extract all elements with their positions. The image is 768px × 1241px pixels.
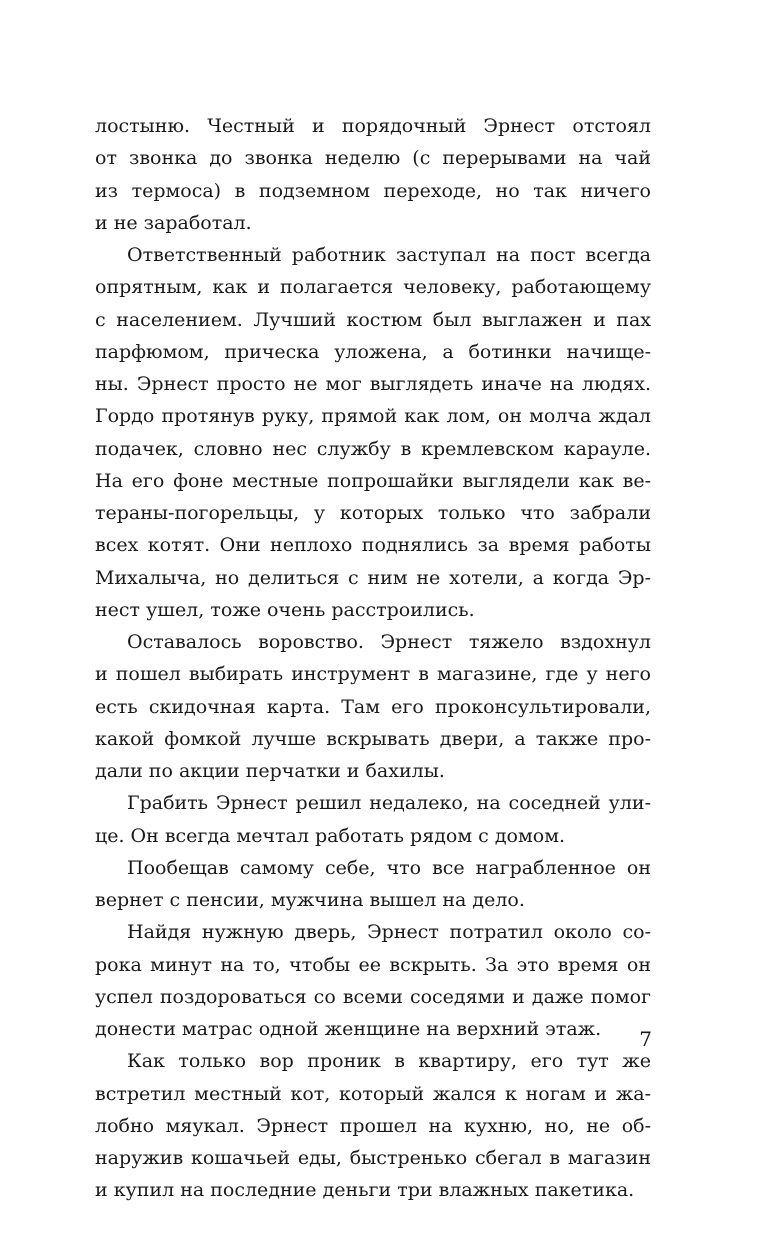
text-line: парфюмом, прическа уложена, а ботинки начище-: [95, 340, 651, 363]
text-line: рока минут на то, чтобы ее вскрыть. За это время он: [95, 953, 651, 976]
text-line: с населением. Лучший костюм был выглажен и пах: [95, 308, 651, 331]
text-line: встретил местный кот, который жался к ногам и жа-: [95, 1082, 651, 1105]
text-line: от звонка до звонка неделю (с перерывами на чай: [95, 147, 651, 170]
text-line: наружив кошачьей еды, быстренько сбегал в магазин: [95, 1147, 651, 1169]
text-line: из термоса) в подземном переходе, но так ничего: [95, 179, 651, 202]
text-line: подачек, словно нес службу в кремлевском карауле.: [95, 437, 651, 460]
text-line: нест ушел, тоже очень расстроились.: [95, 598, 475, 621]
text-line: Оставалось воровство. Эрнест тяжело вздохнул: [127, 631, 651, 653]
text-line: Грабить Эрнест решил недалеко, на соседней ули-: [127, 792, 651, 815]
body-text: [95, 110, 651, 1207]
text-line: всех котят. Они неплохо поднялись за время работы: [95, 534, 651, 557]
text-line: какой фомкой лучше вскрывать двери, а также про-: [95, 727, 651, 750]
text-line: и не заработал.: [95, 211, 252, 234]
text-line: Найдя нужную дверь, Эрнест потратил около со-: [127, 921, 651, 944]
text-line: ны. Эрнест просто не мог выглядеть иначе на людях.: [95, 373, 651, 395]
text-line: тераны-погорельцы, у которых только что забрали: [95, 502, 651, 524]
text-line: вернет с пенсии, мужчина вышел на дело.: [95, 889, 525, 911]
paragraph: [95, 239, 651, 626]
paragraph: [95, 916, 651, 1045]
text-line: опрятным, как и полагается человеку, работающему: [95, 276, 651, 299]
text-line: це. Он всегда мечтал работать рядом с домом.: [95, 824, 566, 847]
paragraph: [95, 626, 651, 787]
text-line: донести матрас одной женщине на верхний этаж.: [95, 1018, 602, 1040]
text-line: Пообещав самому себе, что все награбленное он: [127, 856, 651, 879]
text-line: Михалыча, но делиться с ним не хотели, а когда Эр-: [95, 566, 651, 589]
text-line: лобно мяукал. Эрнест прошел на кухню, но, не об-: [95, 1114, 651, 1137]
text-line: и купил на последние деньги три влажных пакетика.: [95, 1179, 635, 1202]
text-line: Ответственный работник заступал на пост всегда: [127, 244, 651, 266]
text-line: успел поздороваться со всеми соседями и даже помог: [95, 985, 651, 1008]
text-line: На его фоне местные попрошайки выглядели как ве-: [95, 469, 651, 492]
page-number: 7: [639, 1027, 652, 1051]
text-line: и пошел выбирать инструмент в магазине, где у него: [95, 663, 651, 686]
text-line: есть скидочная карта. Там его проконсультировали,: [95, 695, 651, 718]
paragraph: [95, 852, 651, 917]
text-line: дали по акции перчатки и бахилы.: [95, 760, 445, 782]
text-line: Гордо протянув руку, прямой как лом, он молча ждал: [95, 405, 651, 428]
paragraph: [95, 110, 651, 239]
text-line: Как только вор проник в квартиру, его тут же: [127, 1050, 651, 1073]
text-line: лостыню. Честный и порядочный Эрнест отстоял: [95, 115, 651, 137]
paragraph: [95, 787, 651, 852]
paragraph: [95, 1045, 651, 1206]
